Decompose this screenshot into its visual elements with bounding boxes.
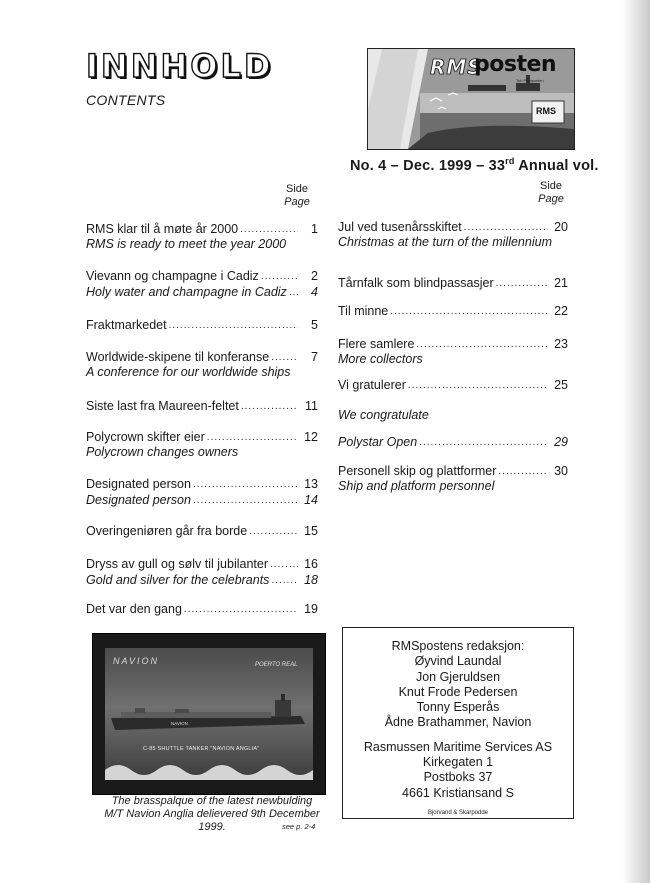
logo-rms-text: RMS [430,55,483,79]
editorial-line: Knut Frode Pedersen [398,684,518,699]
issue-suffix: Annual vol. [514,157,599,174]
toc-entry[interactable] [86,268,318,300]
toc-page-en: 14 [304,493,318,507]
toc-entry[interactable] [338,303,568,319]
editorial-line: RMSpostens redaksjon: [391,639,525,653]
editorial-box [342,627,574,819]
page-subtitle: CONTENTS [86,92,166,108]
toc-leader [289,284,298,300]
toc-entry[interactable] [86,523,318,539]
toc-leader [271,349,298,365]
toc-leader [498,463,548,479]
toc-page: 11 [305,399,318,413]
issue-text: No. 4 – Dec. 1999 – 33 [350,157,506,174]
toc-leader [241,398,298,414]
toc-title: Worldwide-skipene til konferanse [86,350,270,364]
toc-title: Personell skip og plattformer [338,464,497,478]
hull-name: NAVION [171,721,188,726]
toc-entry[interactable] [86,429,318,460]
toc-title: Siste last fra Maureen-feltet [86,399,239,413]
toc-page: 25 [554,378,568,392]
toc-title-en: Gold and silver for the celebrants [86,573,270,587]
title-block [86,47,274,108]
logo-tagline: Toh Postposten [516,78,544,83]
toc-leader [169,317,298,333]
toc-title-en: Polycrown changes owners [86,445,239,459]
toc-entry[interactable] [338,275,568,291]
toc-leader [496,275,548,291]
toc-page: 15 [304,524,318,538]
plaque-brand: NAVION [113,656,160,666]
side-label: Side [285,183,309,195]
toc-title-en: Designated person [86,493,191,507]
toc-title: Overingeniøren går fra borde [86,524,248,538]
toc-page: 16 [304,557,318,571]
toc-entry[interactable] [338,408,568,423]
page-edge-shadow [622,0,650,883]
toc-entry[interactable] [338,219,568,250]
editorial-line: Øyvind Laundal [414,654,502,669]
plaque-photo [92,633,326,795]
toc-title: Vievann og champagne i Cadiz [86,269,259,283]
toc-leader [271,572,298,588]
toc-entry[interactable] [86,476,318,508]
toc-title-en: Holy water and champagne in Cadiz [86,285,287,299]
editorial-line: Jon Gjeruldsen [415,669,501,684]
toc-entry[interactable] [86,221,318,252]
toc-leader [193,476,298,492]
toc-leader [464,219,548,235]
toc-page: 22 [554,304,568,318]
editorial-line: Ådne Brathammer, Navion [384,715,532,730]
toc-page-en: 4 [311,285,318,299]
toc-title: Polycrown skifter eier [86,430,205,444]
toc-entry[interactable] [86,398,318,414]
address-line: Rasmussen Maritime Services AS [363,739,553,754]
toc-page: 5 [311,318,318,332]
printer-credit: Bjorvand & Skarpodde [427,809,489,816]
toc-title: Dryss av gull og sølv til jubilanter [86,557,269,571]
page-title: INNHOLD [86,47,274,85]
toc-title: Designated person [86,477,191,491]
page-label: Page [284,196,310,208]
side-label: Side [539,180,563,192]
rmsposten-logo [367,48,575,150]
logo-posten-text: posten [474,52,557,77]
toc-title: Flere samlere [338,337,415,351]
issue-ordinal: rd [505,156,515,166]
toc-leader [261,268,298,284]
toc-leader [193,492,298,508]
toc-entry[interactable] [86,556,318,588]
toc-page: 20 [554,220,568,234]
toc-leader [419,434,548,450]
address-line: Postboks 37 [423,770,493,785]
toc-page: 30 [554,464,568,478]
toc-entry[interactable] [86,601,318,617]
toc-title: Polystar Open [338,435,418,449]
caption-line: The brasspalque of the latest newbulding [111,795,313,807]
plaque-wave-border [105,760,313,780]
toc-leader [408,377,548,393]
toc-title-en: Christmas at the turn of the millennium [338,235,552,249]
plaque-inscription: C-85 SHUTTLE TANKER "NAVION ANGLIA" [143,746,260,752]
toc-page-en: 18 [304,573,318,587]
toc-entry[interactable] [86,317,318,333]
toc-leader [184,601,298,617]
toc-entry[interactable] [338,463,568,494]
editorial-line: Tonny Esperås [416,700,500,715]
plaque-side-text: POERTO REAL [255,662,298,668]
toc-page: 7 [311,350,318,364]
toc-title: Tårnfalk som blindpassasjer [338,276,494,290]
toc-title: Fraktmarkedet [86,318,167,332]
toc-title: Jul ved tusenårsskiftet [338,220,462,234]
tanker-silhouette [105,688,313,740]
toc-page: 19 [304,602,318,616]
toc-page: 13 [304,477,318,491]
toc-entry[interactable] [338,336,568,367]
toc-title: RMS klar til å møte år 2000 [86,222,239,236]
page-label: Page [538,193,564,205]
toc-title-en: A conference for our worldwide ships [86,365,291,379]
toc-leader [207,429,298,445]
address-line: 4661 Kristiansand S [402,785,514,800]
caption-line: M/T Navion Anglia delievered 9th December 1999. [104,808,320,833]
toc-entry[interactable] [338,377,568,393]
plaque-image [105,648,313,780]
side-page-label-left [272,183,322,209]
toc-title-en: We congratulate [338,408,429,422]
toc-leader [249,523,298,539]
issue-line [350,156,599,174]
toc-entry[interactable] [86,349,318,380]
toc-page: 1 [311,222,318,236]
logo-rms-badge: RMS [536,106,556,116]
toc-page: 21 [554,276,568,290]
toc-title-en: Ship and platform personnel [338,479,495,493]
toc-leader [390,303,548,319]
address-line: Kirkegaten 1 [422,755,494,770]
toc-leader [416,336,548,352]
see-page-note: see p. 2-4 [282,822,316,831]
toc-title-en: More collectors [338,352,423,366]
toc-leader [270,556,298,572]
toc-title: Det var den gang [86,602,182,616]
toc-page: 12 [304,430,318,444]
toc-title-en: RMS is ready to meet the year 2000 [86,237,287,251]
toc-page: 2 [311,269,318,283]
toc-entry[interactable] [338,434,568,450]
toc-leader [240,221,298,237]
toc-title: Vi gratulerer [338,378,406,392]
toc-page: 29 [554,435,568,449]
side-page-label-right [526,180,576,206]
toc-page: 23 [554,337,568,351]
toc-title: Til minne [338,304,389,318]
